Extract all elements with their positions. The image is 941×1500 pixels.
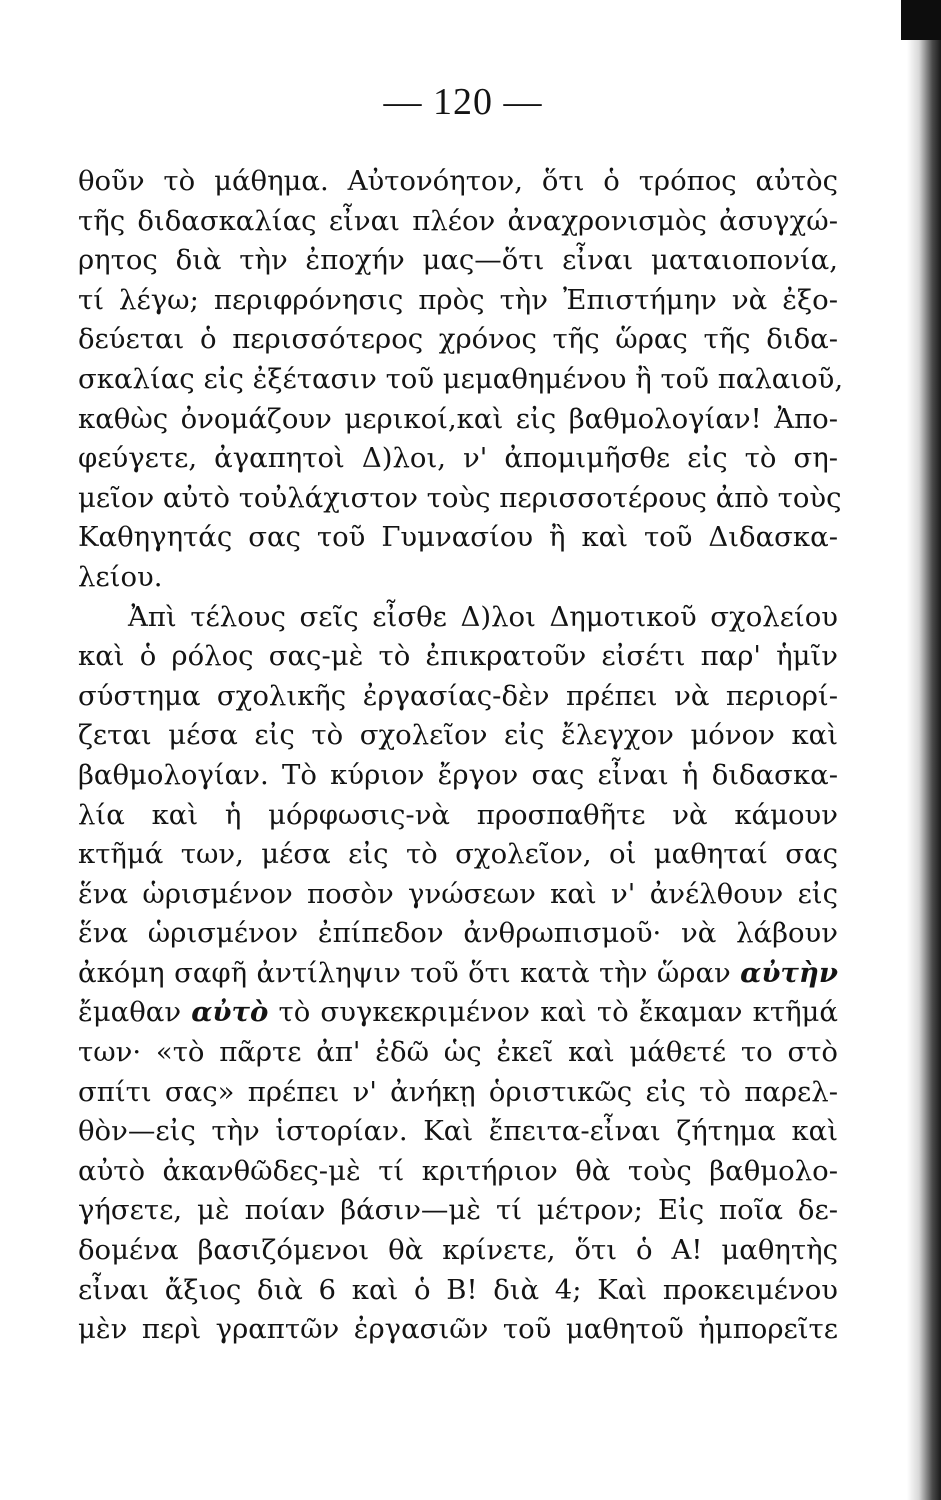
text-line: λείου. bbox=[78, 560, 163, 593]
text-line: θὸν—εἰς τὴν ἱστορίαν. Καὶ ἔπειτα-εἶναι ζήτημα καὶ bbox=[78, 1115, 838, 1148]
text-line: Καθηγητάς σας τοῦ Γυμνασίου ἢ καὶ τοῦ Διδασκα- bbox=[78, 521, 838, 554]
text-line: τί λέγω; περιφρόνησις πρὸς τὴν Ἐπιστήμην νὰ ἐξο- bbox=[78, 283, 838, 316]
text-line: εἶναι ἄξιος διὰ 6 καὶ ὁ Β! διὰ 4; Καὶ προκειμένου bbox=[78, 1273, 838, 1306]
text-line: ἕνα ὡρισμένον ἐπίπεδον ἀνθρωπισμοῦ· νὰ λάβουν bbox=[78, 917, 838, 950]
text-line-with-emphasis bbox=[78, 993, 838, 1033]
text-line: των· «τὸ πᾶρτε ἀπ' ἐδῶ ὡς ἐκεῖ καὶ μάθετέ το στὸ bbox=[78, 1036, 838, 1069]
text-line: βαθμολογίαν. Τὸ κύριον ἔργον σας εἶναι ἡ διδασκα- bbox=[78, 758, 838, 791]
emphasized-word: αὐτὴν bbox=[740, 956, 838, 989]
text-line: θοῦν τὸ μάθημα. Αὐτονόητον, ὅτι ὁ τρόπος αὐτὸς bbox=[78, 165, 838, 197]
page-number: — 120 — bbox=[383, 81, 543, 123]
text-line: φεύγετε, ἀγαπητοὶ Δ)λοι, ν' ἀπομιμῆσθε εἰς τὸ ση- bbox=[78, 442, 838, 475]
scan-corner-shadow bbox=[901, 0, 941, 40]
text-line: σύστημα σχολικῆς ἐργασίας-δὲν πρέπει νὰ περιορί- bbox=[78, 679, 838, 712]
text-line: ἕνα ὡρισμένον ποσὸν γνώσεων καὶ ν' ἀνέλθουν εἰς bbox=[78, 877, 838, 910]
book-page bbox=[78, 80, 844, 1350]
text-segment: τὸ συγκεκριμένον καὶ τὸ ἔκαμαν κτῆμά bbox=[278, 996, 838, 1029]
text-line: κτῆμά των, μέσα εἰς τὸ σχολεῖον, οἱ μαθηταί σας bbox=[78, 838, 838, 871]
text-line: Ἀπὶ τέλους σεῖς εἶσθε Δ)λοι Δημοτικοῦ σχολείου bbox=[128, 600, 838, 633]
text-line: τῆς διδασκαλίας εἶναι πλέον ἀναχρονισμὸς ἀσυγχώ- bbox=[78, 204, 838, 237]
text-line: δομένα βασιζόμενοι θὰ κρίνετε, ὅτι ὁ Α! μαθητὴς bbox=[78, 1234, 838, 1267]
text-line: καθὼς ὀνομάζουν μερικοί,καὶ εἰς βαθμολογίαν! Ἀπο- bbox=[78, 402, 838, 435]
scan-edge-shadow bbox=[907, 0, 941, 1500]
text-line: ρητος διὰ τὴν ἐποχήν μας—ὅτι εἶναι ματαιοπονία, bbox=[78, 244, 838, 277]
text-line: λία καὶ ἡ μόρφωσις-νὰ προσπαθῆτε νὰ κάμουν bbox=[78, 798, 838, 831]
text-line-with-emphasis bbox=[78, 954, 838, 994]
text-line: γήσετε, μὲ ποίαν βάσιν—μὲ τί μέτρον; Εἰς ποῖα δε- bbox=[78, 1194, 838, 1227]
text-line: σκαλίας εἰς ἐξέτασιν τοῦ μεμαθημένου ἢ τοῦ παλαιοῦ, bbox=[78, 362, 844, 395]
text-line: ζεται μέσα εἰς τὸ σχολεῖον εἰς ἔλεγχον μόνον καὶ bbox=[78, 719, 838, 752]
text-line: μεῖον αὐτὸ τοὐλάχιστον τοὺς περισσοτέρους ἀπὸ τοὺς bbox=[78, 481, 842, 514]
page-body-text bbox=[78, 162, 844, 1350]
text-line: αὐτὸ ἀκανθῶδες-μὲ τί κριτήριον θὰ τοὺς βαθμολο- bbox=[78, 1154, 838, 1187]
text-line: δεύεται ὁ περισσότερος χρόνος τῆς ὥρας τῆς διδα- bbox=[78, 323, 838, 356]
text-line: καὶ ὁ ρόλος σας-μὲ τὸ ἐπικρατοῦν εἰσέτι παρ' ἡμῖν bbox=[78, 640, 838, 673]
text-line: μὲν περὶ γραπτῶν ἐργασιῶν τοῦ μαθητοῦ ἠμπορεῖτε bbox=[78, 1313, 838, 1346]
emphasized-word: αὐτὸ bbox=[191, 996, 269, 1029]
text-line: σπίτι σας» πρέπει ν' ἀνήκῃ ὁριστικῶς εἰς τὸ παρελ- bbox=[78, 1075, 838, 1108]
text-segment: ἀκόμη σαφῆ ἀντίληψιν τοῦ ὅτι κατὰ τὴν ὥραν bbox=[78, 956, 731, 989]
text-segment: ἔμαθαν bbox=[78, 996, 182, 1029]
